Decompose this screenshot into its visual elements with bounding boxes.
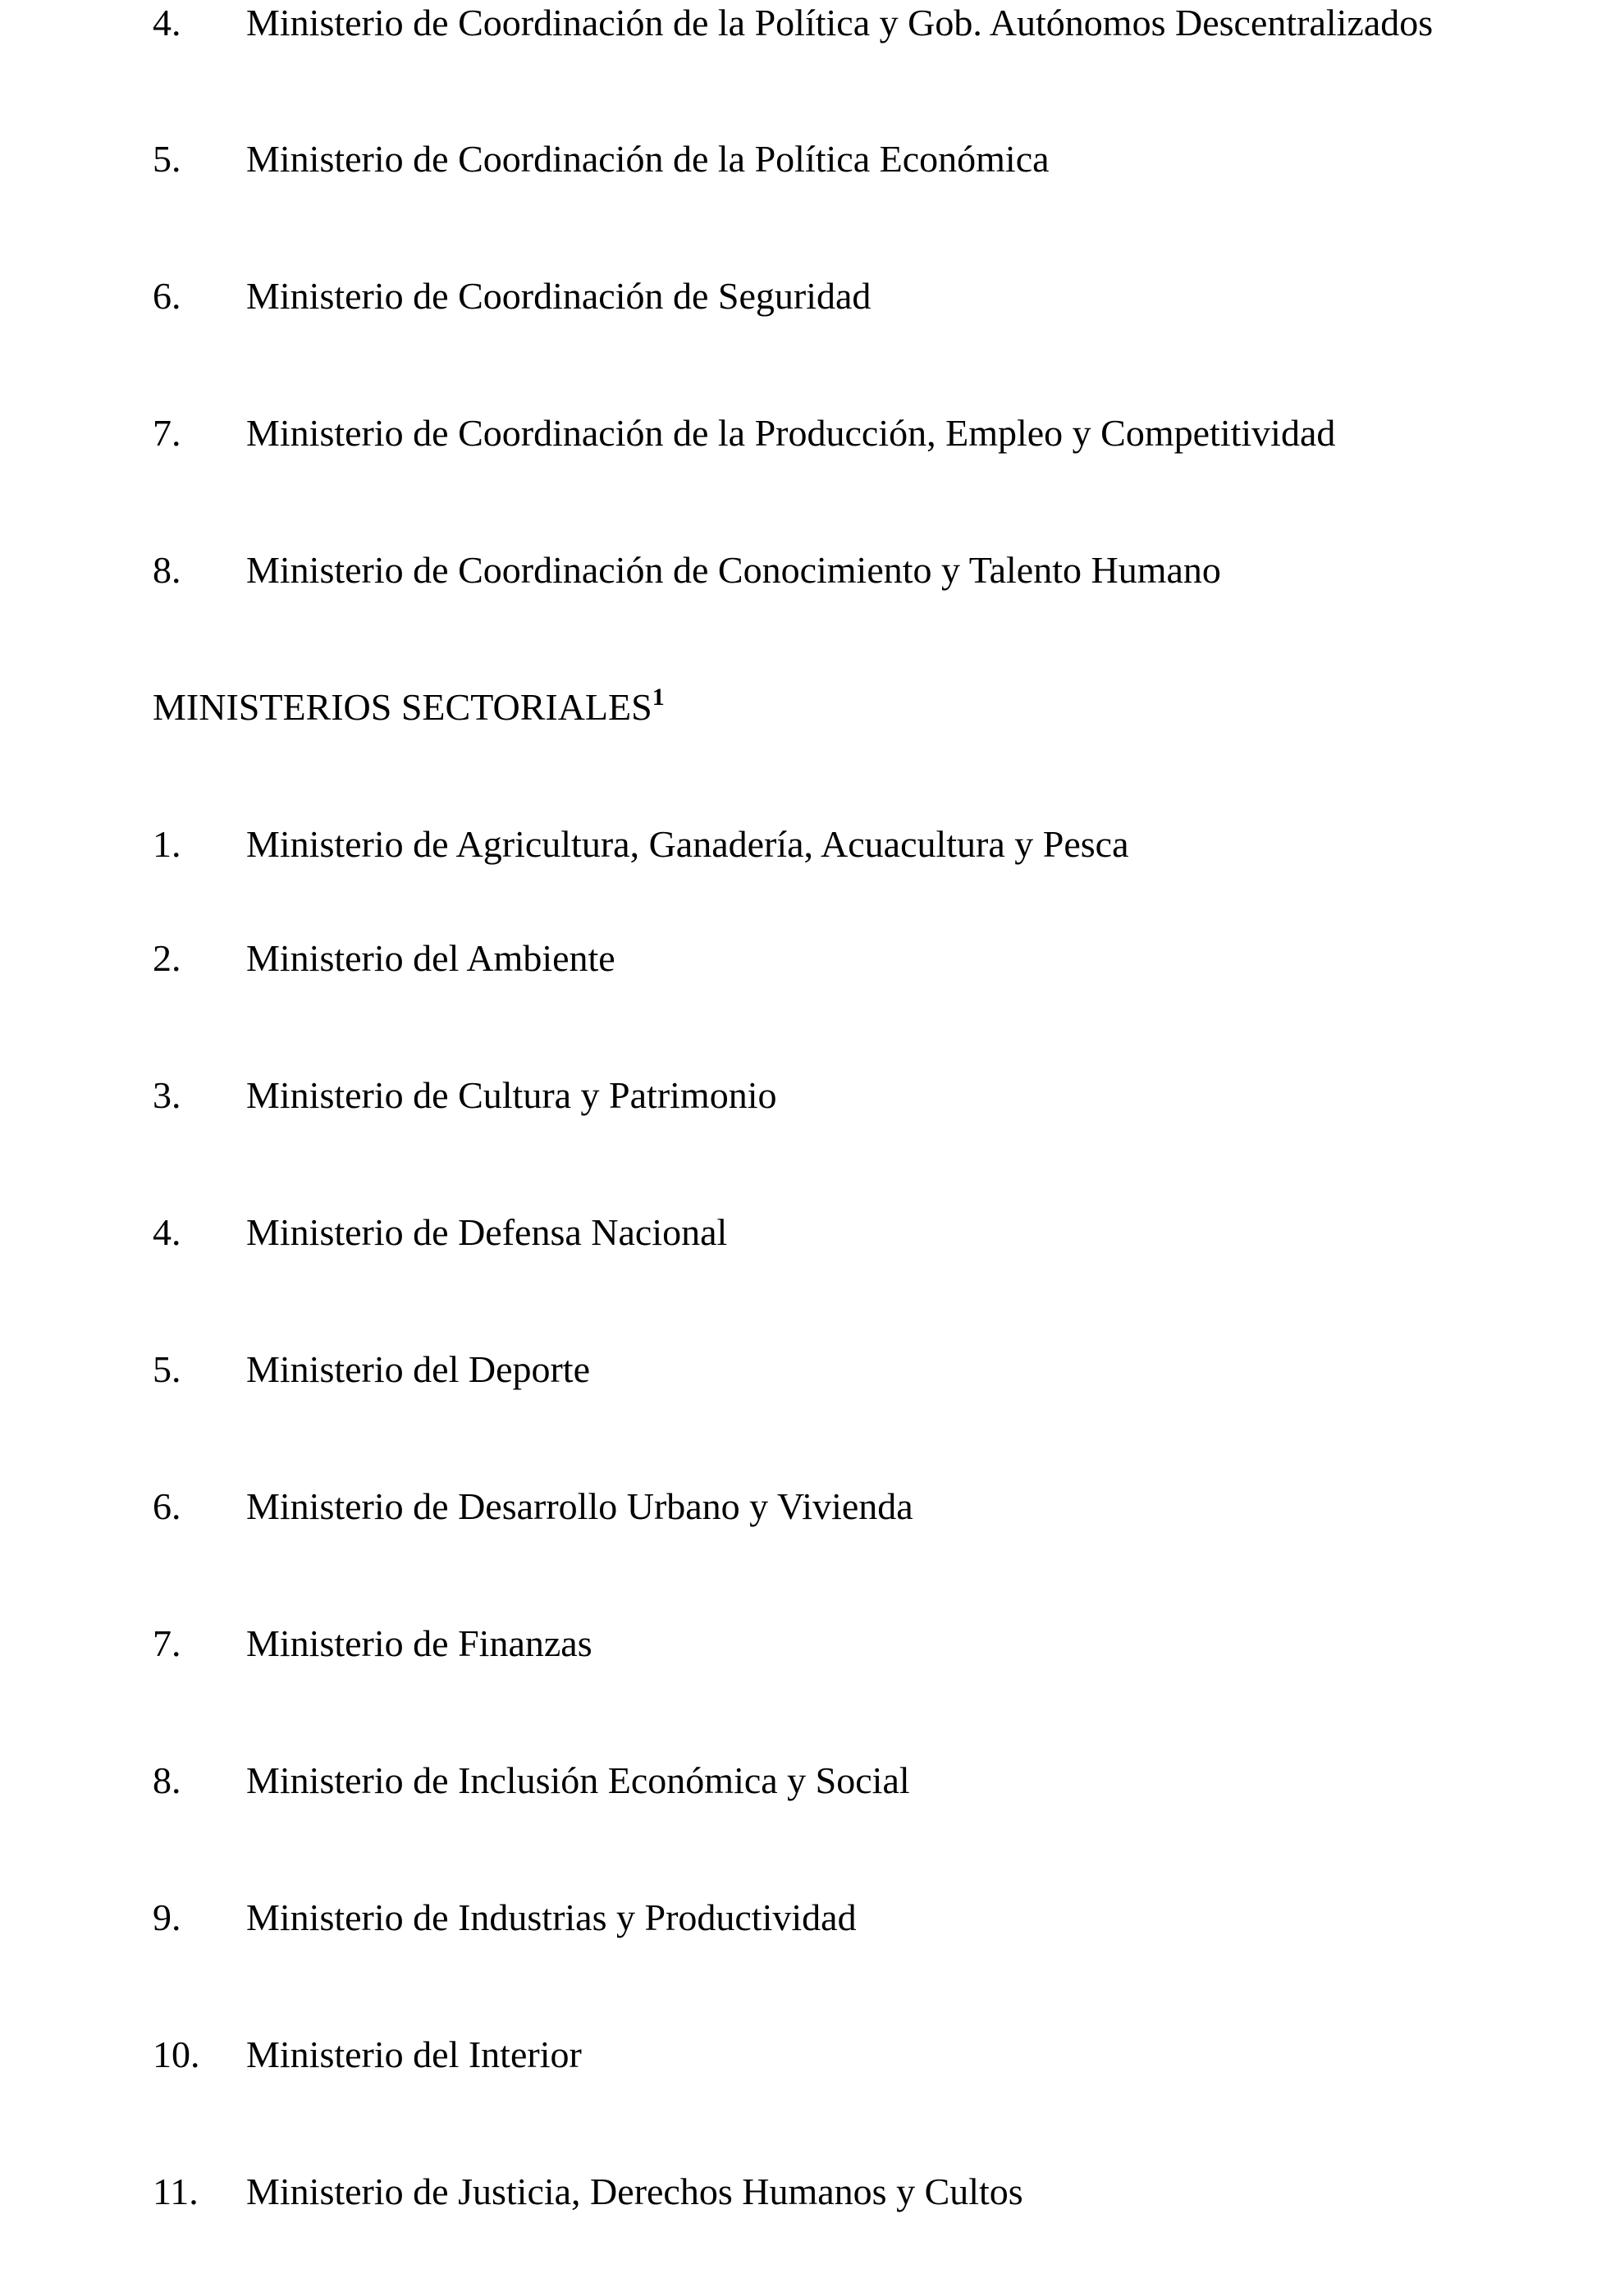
list-item bbox=[0, 135, 1624, 184]
list-item-text: Ministerio de Coordinación de la Producción, Empleo y Competitividad bbox=[246, 412, 1336, 454]
list-item bbox=[0, 1756, 1624, 1805]
list-item-text: Ministerio de Finanzas bbox=[246, 1622, 592, 1664]
list-item bbox=[0, 1893, 1624, 1942]
list-item bbox=[0, 1208, 1624, 1257]
section-heading-text bbox=[153, 683, 665, 732]
list-item-number: 11. bbox=[153, 2171, 199, 2212]
list-item-text: Ministerio de Coordinación de Seguridad bbox=[246, 275, 871, 317]
list-item-number: 2. bbox=[153, 937, 181, 979]
list-item-number: 8. bbox=[153, 549, 181, 591]
list-item-number: 8. bbox=[153, 1759, 181, 1801]
footnote-mark: 1 bbox=[652, 684, 665, 711]
list-item-text: Ministerio de Coordinación de Conocimiento y Talento Humano bbox=[246, 549, 1221, 591]
list-item-text: Ministerio de Defensa Nacional bbox=[246, 1211, 728, 1253]
list-item-text: Ministerio de Cultura y Patrimonio bbox=[246, 1074, 777, 1116]
list-item bbox=[0, 546, 1624, 595]
list-item-text: Ministerio del Deporte bbox=[246, 1348, 591, 1390]
list-item bbox=[0, 272, 1624, 321]
section-heading-label: MINISTERIOS SECTORIALES bbox=[153, 686, 652, 728]
list-item-number: 7. bbox=[153, 1622, 181, 1664]
list-item-number: 5. bbox=[153, 138, 181, 180]
list-item-text: Ministerio de Industrias y Productividad bbox=[246, 1896, 857, 1938]
list-item bbox=[0, 1071, 1624, 1120]
list-item-number: 4. bbox=[153, 1211, 181, 1253]
list-item-text: Ministerio de Coordinación de la Política Económica bbox=[246, 138, 1050, 180]
list-item bbox=[0, 409, 1624, 458]
list-item-number: 4. bbox=[153, 2, 181, 43]
list-item bbox=[0, 1345, 1624, 1394]
list-item-number: 6. bbox=[153, 275, 181, 317]
list-item-text: Ministerio de Agricultura, Ganadería, Acuacultura y Pesca bbox=[246, 823, 1129, 865]
list-item-text: Ministerio del Ambiente bbox=[246, 937, 615, 979]
list-item bbox=[0, 2030, 1624, 2079]
list-item-text: Ministerio de Desarrollo Urbano y Vivienda bbox=[246, 1485, 913, 1527]
list-item-number: 5. bbox=[153, 1348, 181, 1390]
list-item-number: 9. bbox=[153, 1896, 181, 1938]
list-item-text: Ministerio del Interior bbox=[246, 2033, 582, 2075]
list-item bbox=[0, 820, 1624, 869]
list-item-text: Ministerio de Justicia, Derechos Humanos y Cultos bbox=[246, 2171, 1023, 2212]
list-item-text: Ministerio de Inclusión Económica y Social bbox=[246, 1759, 910, 1801]
list-item-number: 10. bbox=[153, 2033, 200, 2075]
list-item bbox=[0, 1482, 1624, 1531]
section-heading bbox=[0, 683, 1624, 732]
list-item-number: 6. bbox=[153, 1485, 181, 1527]
list-item bbox=[0, 1619, 1624, 1668]
list-item-number: 1. bbox=[153, 823, 181, 865]
list-item bbox=[0, 0, 1624, 48]
list-item-text: Ministerio de Coordinación de la Política y Gob. Autónomos Descentralizados bbox=[246, 2, 1434, 43]
list-item-number: 3. bbox=[153, 1074, 181, 1116]
list-item-number: 7. bbox=[153, 412, 181, 454]
list-item bbox=[0, 934, 1624, 983]
list-item bbox=[0, 2167, 1624, 2216]
